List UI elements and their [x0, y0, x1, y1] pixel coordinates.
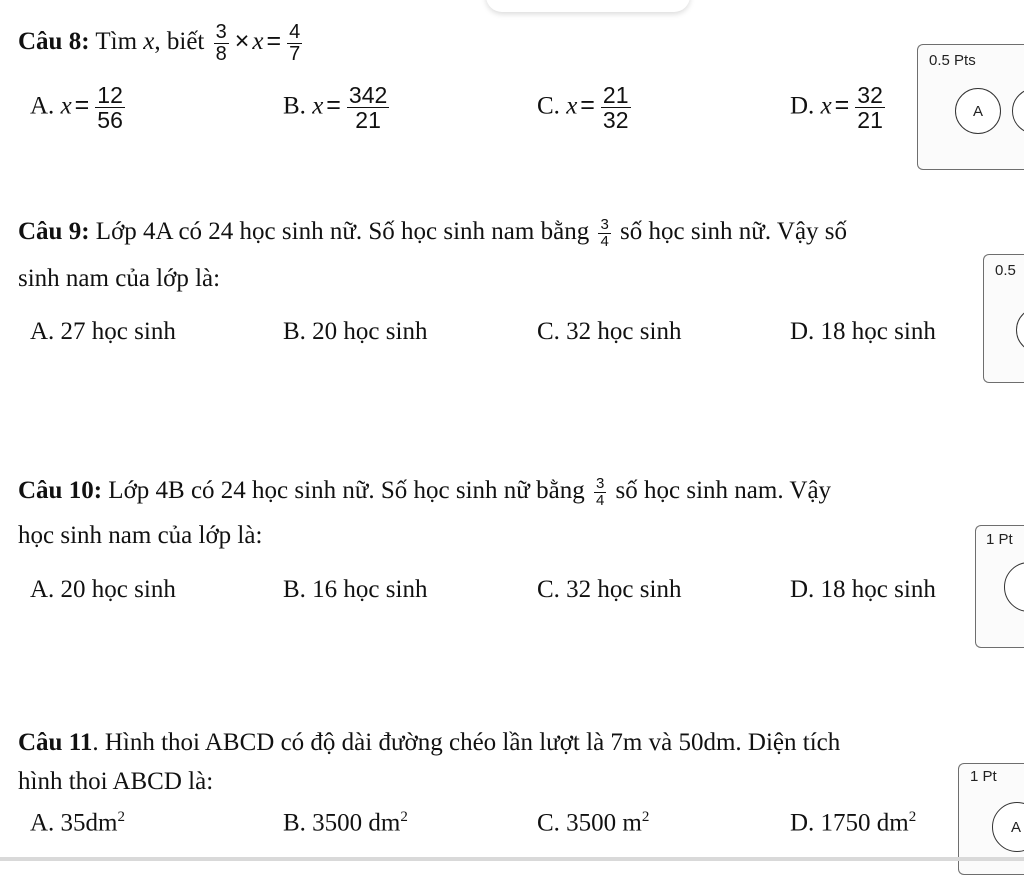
q11-option-d[interactable]: D. 1750 $dm^2$ — [790, 809, 917, 837]
q8-option-b[interactable]: B. x = $\frac{342}{21}$ — [283, 82, 388, 134]
fraction-3-4-q10: $\frac{3}{4}$ — [595, 475, 605, 509]
q8-option-c[interactable]: C. x = $\frac{21}{32}$ — [537, 82, 629, 134]
q8-option-d-fraction: $\frac{32}{21}$ — [857, 82, 883, 134]
q8-option-b-fraction: $\frac{342}{21}$ — [348, 82, 388, 134]
question-8-stem — [18, 22, 305, 65]
q8-option-a-fraction: $\frac{12}{56}$ — [97, 82, 123, 134]
q11-answer-choice-a[interactable]: A — [992, 802, 1024, 852]
q10-option-c[interactable]: C. 32 học sinh — [537, 576, 682, 603]
q10-option-d[interactable]: D. 18 học sinh — [790, 576, 936, 603]
q11-points-label: 1 Pt — [970, 768, 997, 785]
equals-sign: = — [266, 27, 282, 56]
question-11-stem: Câu 11. Hình thoi ABCD có độ dài đường chéo lần lượt là 7m và 50dm. Diện tích — [18, 729, 841, 756]
q11-option-c[interactable]: C. 3500 $m^2$ — [537, 809, 650, 837]
question-10-stem-line-2: học sinh nam của lớp là: — [18, 522, 263, 549]
q9-option-d[interactable]: D. 18 học sinh — [790, 318, 936, 345]
q9-option-b[interactable]: B. 20 học sinh — [283, 318, 428, 345]
variable-x: x — [143, 28, 155, 56]
q9-option-c[interactable]: C. 32 học sinh — [537, 318, 682, 345]
question-11-label: Câu 11 — [18, 729, 93, 756]
bottom-divider — [0, 857, 1024, 861]
question-8-prefix: Tìm — [95, 28, 138, 56]
top-sheet-edge — [486, 0, 690, 12]
q8-answer-choice-a[interactable]: A — [955, 88, 1001, 134]
question-10-label: Câu 10: — [18, 477, 103, 504]
question-9-stem: Câu 9: Lớp 4A có 24 học sinh nữ. Số học sinh nam bằng $\frac{3}{4}$ số học sinh nữ. Vậy số — [18, 216, 848, 250]
q8-points-label: 0.5 Pts — [929, 52, 976, 69]
fraction-3-4: $\frac{3}{4}$ — [600, 216, 609, 250]
q11-option-b[interactable]: B. 3500 $dm^2$ — [283, 809, 408, 837]
fraction-4-7: $\frac{4}{7}$ — [289, 21, 301, 65]
question-9-stem-line-2: sinh nam của lớp là: — [18, 265, 221, 292]
q11-option-a[interactable]: A. $35dm^2$ — [30, 809, 125, 837]
q8-option-d[interactable]: D. x = $\frac{32}{21}$ — [790, 82, 883, 134]
q8-option-c-fraction: $\frac{21}{32}$ — [602, 82, 629, 134]
times-sign: × — [234, 27, 250, 56]
q8-option-a[interactable]: A. x = $\frac{12}{56}$ — [30, 82, 123, 134]
fraction-3-8: $\frac{3}{8}$ — [215, 21, 227, 65]
variable-x-2: x — [252, 28, 264, 56]
q10-points-label: 1 Pt — [986, 531, 1013, 548]
question-8-label: Câu 8: — [18, 28, 90, 56]
q9-points-label: 0.5 — [995, 262, 1016, 279]
q9-option-a[interactable]: A. 27 học sinh — [30, 318, 176, 345]
q10-option-b[interactable]: B. 16 học sinh — [283, 576, 428, 603]
q10-option-a[interactable]: A. 20 học sinh — [30, 576, 176, 603]
question-10-stem: Câu 10: Lớp 4B có 24 học sinh nữ. Số học sinh nữ bằng $\frac{3}{4}$ số học sinh nam. Vậy — [18, 475, 832, 509]
question-9-label: Câu 9: — [18, 218, 90, 245]
question-11-stem-line-2: hình thoi ABCD là: — [18, 768, 214, 795]
question-8-mid: , biết — [154, 28, 205, 56]
